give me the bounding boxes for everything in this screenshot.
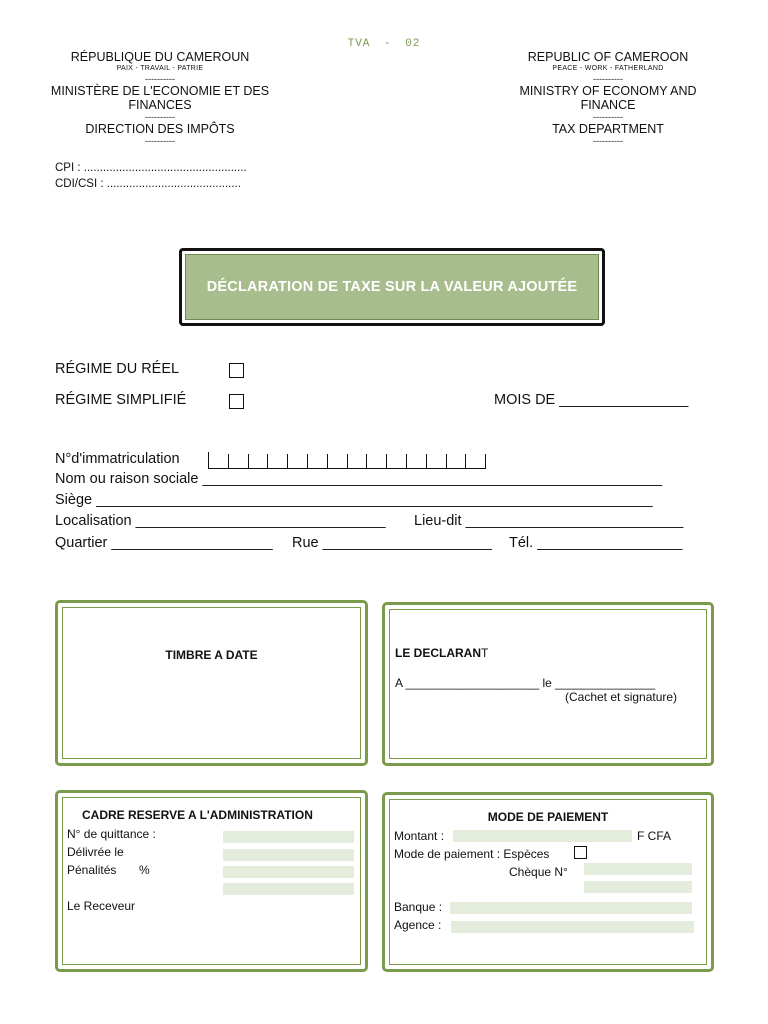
percent-label: % bbox=[139, 863, 150, 877]
form-title: DÉCLARATION DE TAXE SUR LA VALEUR AJOUTÉE bbox=[185, 254, 599, 320]
agence-label: Agence : bbox=[394, 918, 442, 932]
agence-field[interactable] bbox=[451, 921, 694, 933]
delivree-field[interactable] bbox=[223, 849, 354, 861]
regime-reel-label: RÉGIME DU RÉEL bbox=[55, 361, 180, 377]
country-en: REPUBLIC OF CAMEROON bbox=[527, 50, 689, 64]
penalites-field[interactable] bbox=[223, 866, 354, 878]
timbre-panel bbox=[55, 600, 368, 766]
declarant-title bbox=[395, 646, 488, 660]
separator: ---------- bbox=[145, 136, 175, 146]
separator: ---------- bbox=[593, 74, 623, 84]
rue-field[interactable]: Rue _____________________ bbox=[292, 535, 492, 551]
montant-field[interactable] bbox=[453, 830, 632, 842]
department-en: TAX DEPARTMENT bbox=[552, 122, 664, 136]
quittance-field[interactable] bbox=[223, 831, 354, 843]
timbre-title: TIMBRE A DATE bbox=[165, 648, 258, 662]
banque-label: Banque : bbox=[394, 900, 443, 914]
localisation-field[interactable]: Localisation _______________________________ bbox=[55, 513, 386, 529]
montant-label: Montant : bbox=[394, 829, 445, 843]
currency-label: F CFA bbox=[637, 829, 672, 843]
regime-reel-checkbox[interactable] bbox=[229, 363, 244, 378]
immatriculation-boxes[interactable] bbox=[208, 452, 486, 469]
immatriculation-label: N°d'immatriculation bbox=[55, 451, 180, 467]
separator: ---------- bbox=[145, 74, 175, 84]
header-right bbox=[498, 50, 718, 146]
paiement-panel bbox=[382, 792, 714, 972]
header-left bbox=[50, 50, 270, 146]
regime-simplifie-checkbox[interactable] bbox=[229, 394, 244, 409]
mode-field-1[interactable] bbox=[584, 863, 692, 875]
tel-field[interactable]: Tél. __________________ bbox=[509, 535, 683, 551]
cdi-field[interactable]: CDI/CSI : .......................................... bbox=[55, 178, 241, 190]
signature-label: (Cachet et signature) bbox=[565, 690, 678, 704]
delivree-label: Délivrée le bbox=[67, 845, 124, 859]
country-fr: RÉPUBLIQUE DU CAMEROUN bbox=[70, 50, 250, 64]
motto-fr: PAIX - TRAVAIL - PATRIE bbox=[116, 65, 204, 72]
especes-checkbox[interactable] bbox=[574, 846, 587, 859]
mode-label: Mode de paiement : Espèces bbox=[394, 847, 550, 861]
administration-title: CADRE RESERVE A L'ADMINISTRATION bbox=[82, 808, 313, 822]
paiement-title: MODE DE PAIEMENT bbox=[487, 810, 609, 824]
direction-fr: DIRECTION DES IMPÔTS bbox=[85, 122, 235, 136]
cheque-field[interactable] bbox=[584, 881, 692, 893]
title-box bbox=[179, 248, 605, 326]
declarant-title-main: LE DECLARAN bbox=[395, 646, 481, 660]
nom-field[interactable]: Nom ou raison sociale _________________________________________________________ bbox=[55, 471, 663, 487]
administration-panel bbox=[55, 790, 368, 972]
cheque-label: Chèque N° bbox=[509, 865, 568, 879]
siege-field[interactable]: Siège _____________________________________________________________________ bbox=[55, 492, 653, 508]
cpi-field[interactable]: CPI : ................................................... bbox=[55, 162, 247, 174]
ministry-en: MINISTRY OF ECONOMY AND FINANCE bbox=[519, 84, 697, 112]
ministry-fr: MINISTÈRE DE L'ECONOMIE ET DES FINANCES bbox=[50, 84, 270, 112]
declarant-place-date-field[interactable]: A ____________________ le _______________ bbox=[395, 676, 656, 690]
regime-simplifie-label: RÉGIME SIMPLIFIÉ bbox=[55, 392, 187, 408]
mois-field[interactable]: MOIS DE ________________ bbox=[494, 392, 689, 408]
separator: ---------- bbox=[593, 136, 623, 146]
penalites-label: Pénalités bbox=[67, 863, 117, 877]
quittance-label: N° de quittance : bbox=[67, 827, 156, 841]
banque-field[interactable] bbox=[450, 902, 692, 914]
extra-field[interactable] bbox=[223, 883, 354, 895]
declarant-title-end: T bbox=[481, 646, 489, 660]
lieu-dit-field[interactable]: Lieu-dit ___________________________ bbox=[414, 513, 684, 529]
motto-en: PEACE - WORK - FATHERLAND bbox=[552, 65, 664, 72]
separator: ---------- bbox=[145, 112, 175, 122]
form-code: TVA - 02 bbox=[347, 38, 421, 50]
separator: ---------- bbox=[593, 112, 623, 122]
quartier-field[interactable]: Quartier ____________________ bbox=[55, 535, 273, 551]
receveur-label: Le Receveur bbox=[67, 899, 136, 913]
declarant-panel bbox=[382, 602, 714, 766]
